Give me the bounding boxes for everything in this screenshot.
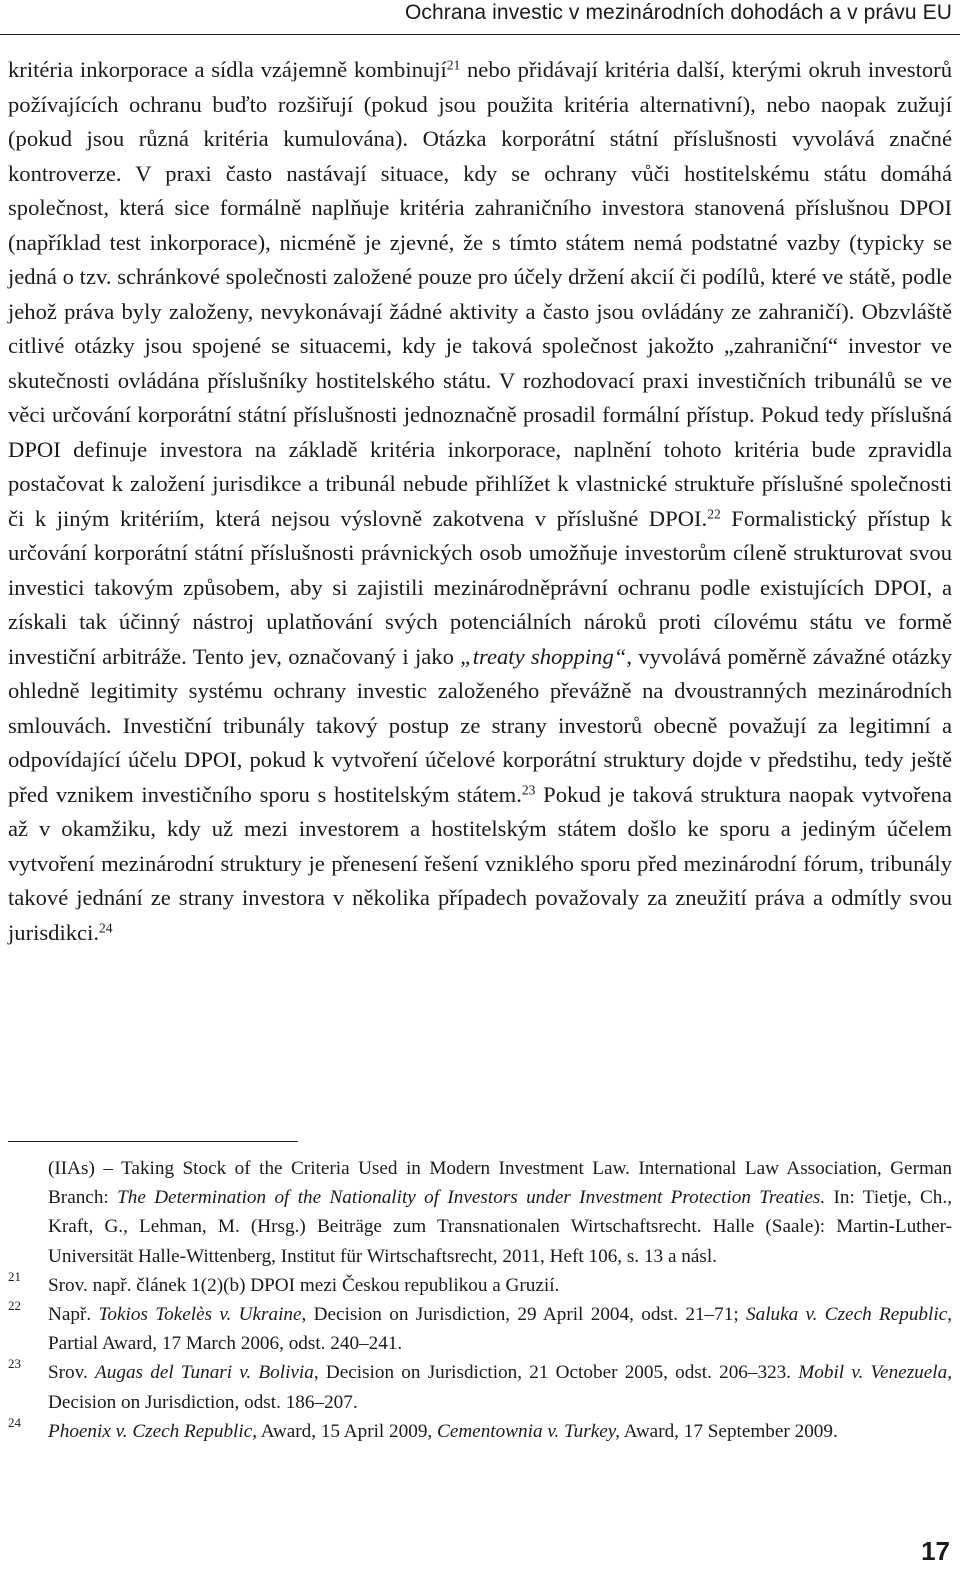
footnote-ref-23[interactable]: 23 [521,782,536,798]
footnote-number: 23 [8,1356,21,1372]
treaty-shopping-term: „treaty shopping“ [460,643,627,669]
footnote-number: 22 [8,1298,21,1314]
body-text-segment: Formalistický přístup k určování korporátní státní příslušnosti právnických osob umožňuje investorům cíleně strukturovat svou investici takovým způsobem, aby si zajistili mezinárodněprávní ochranu podle existujících DPOI, a získali tak účinný nástroj uplatňování svých potenciálních nároků proti cílovému státu ve formě investiční arbitráže. Tento jev, označovaný i jako [8,505,952,669]
page-number: 17 [921,1536,950,1566]
footnote-ref-22[interactable]: 22 [707,506,721,522]
footnote-text: Decision on Jurisdiction, odst. 186–207. [48,1391,358,1413]
case-name-italic: Tokios Tokelès v. Ukraine [98,1304,302,1326]
footnote-number: 21 [8,1268,21,1284]
footnote-ref-21[interactable]: 21 [446,57,461,73]
body-text [8,53,952,950]
footnote-text: Award, 15 April 2009, [257,1420,438,1442]
case-name-italic: Cementownia v. Turkey, [437,1420,620,1442]
footnote-21 [8,1268,952,1300]
footnote-continuation [8,1154,952,1271]
footnote-number: 24 [8,1414,21,1430]
case-name-italic: Phoenix v. Czech Republic, [48,1420,258,1442]
footnote-text: , Decision on Jurisdiction, 21 October 2005, odst. 206–323. [313,1362,799,1384]
footnote-title-italic: The Determination of the Nationality of Investors under Investment Protection Treaties. [117,1187,826,1209]
footnote-text: (IIAs) – Taking Stock of the Criteria Used in Modern Investment Law. International Law Association, German Branch: [48,1158,952,1209]
footnotes [8,1154,952,1446]
footnote-text: Srov. [48,1362,96,1384]
footnote-23 [8,1358,952,1416]
footnote-text: Award, 17 September 2009. [619,1420,838,1442]
body-paragraph [8,53,952,950]
footnote-text: Srov. např. článek 1(2)(b) DPOI mezi Českou republikou a Gruzií. [48,1274,560,1296]
footnote-text: Partial Award, 17 March 2006, odst. 240–241. [48,1333,403,1355]
body-text-segment: Pokud je taková struktura naopak vytvořena až v okamžiku, kdy už mezi investorem a hostitelským státem došlo ke sporu a jediným účelem vytvoření mezinárodní struktury je přenesení řešení vzniklého sporu před mezinárodní fórum, tribunály takové jednání ze strany investora v několika případech považovaly za zneužití práva a odmítly svou jurisdikci. [8,781,953,945]
footnote-22 [8,1300,952,1358]
running-header [0,0,960,35]
body-text-segment: kritéria inkorporace a sídla vzájemně kombinují [8,57,447,82]
footnote-ref-24[interactable]: 24 [99,920,113,936]
footnote-text: , Decision on Jurisdiction, 29 April 2004, odst. 21–71; [301,1304,746,1326]
body-text-segment: nebo přidávají kritéria další, kterými okruh investorů požívajících ochranu buďto rozšiřují (pokud jsou použita kritéria alternativní), nebo naopak zužují (pokud jsou různá kritéria kumulována). Otázka korporátní státní příslušnosti vyvolává značné kontroverze. V praxi často nastávají situace, kdy se ochrany vůči hostitelskému státu domáhá společnost, která sice formálně naplňuje kritéria zahraničního investora stanovená příslušnou DPOI (například test inkorporace), nicméně je zjevné, že s tímto státem nemá podstatné vazby (typicky se jedná o tzv. schránkové společnosti založené pouze pro účely držení akcií či podílů, které ve státě, podle jehož práva byly založeny, nevykonávají žádné aktivity a často jsou ovládány ze zahraničí). Obzvláště citlivé otázky jsou spojené se situacemi, kdy je taková společnost jakožto „zahraniční“ investor ve skutečnosti ovládána příslušníky hostitelského státu. V rozhodovací praxi investičních tribunálů se ve věci určování korporátní státní příslušnosti jednoznačně prosadil formální přístup. Pokud tedy příslušná DPOI definuje investora na základě kritéria inkorporace, naplnění tohoto kritéria bude zpravidla postačovat k založení jurisdikce a tribunál nebude přihlížet k vlastnické struktuře příslušné společnosti či k jiným kritériím, která nejsou výslovně zakotvena v příslušné DPOI. [8,57,952,531]
footnote-text: In: Tietje, Ch., Kraft, G., Lehman, M. (Hrsg.) Beiträge zum Transnationalen Wirtschaftsrecht. Halle (Saale): Martin-Luther-Universität Halle-Wittenberg, Institut für Wirtschaftsrecht, 2011, Heft 106, s. 13 a násl. [48,1187,952,1267]
footnote-text: Např. [48,1304,99,1326]
body-text-segment: , vyvolává poměrně závažné otázky ohledně legitimity systému ochrany investic založeného převážně na dvoustranných mezinárodních smlouvách. Investiční tribunály takový postup ze strany investorů obecně považují za legitimní a odpovídající účelu DPOI, pokud k vytvoření účelové korporátní struktury dojde v předstihu, tedy ještě před vznikem investičního sporu s hostitelským státem. [8,643,952,807]
case-name-italic: Saluka v. Czech Republic, [746,1304,953,1326]
running-header-title: Ochrana investic v mezinárodních dohodách a v právu EU [404,1,952,24]
case-name-italic: Mobil v. Venezuela, [798,1362,952,1384]
case-name-italic: Augas del Tunari v. Bolivia [95,1362,314,1384]
footnote-separator [8,1141,298,1142]
footnote-24 [8,1414,952,1446]
